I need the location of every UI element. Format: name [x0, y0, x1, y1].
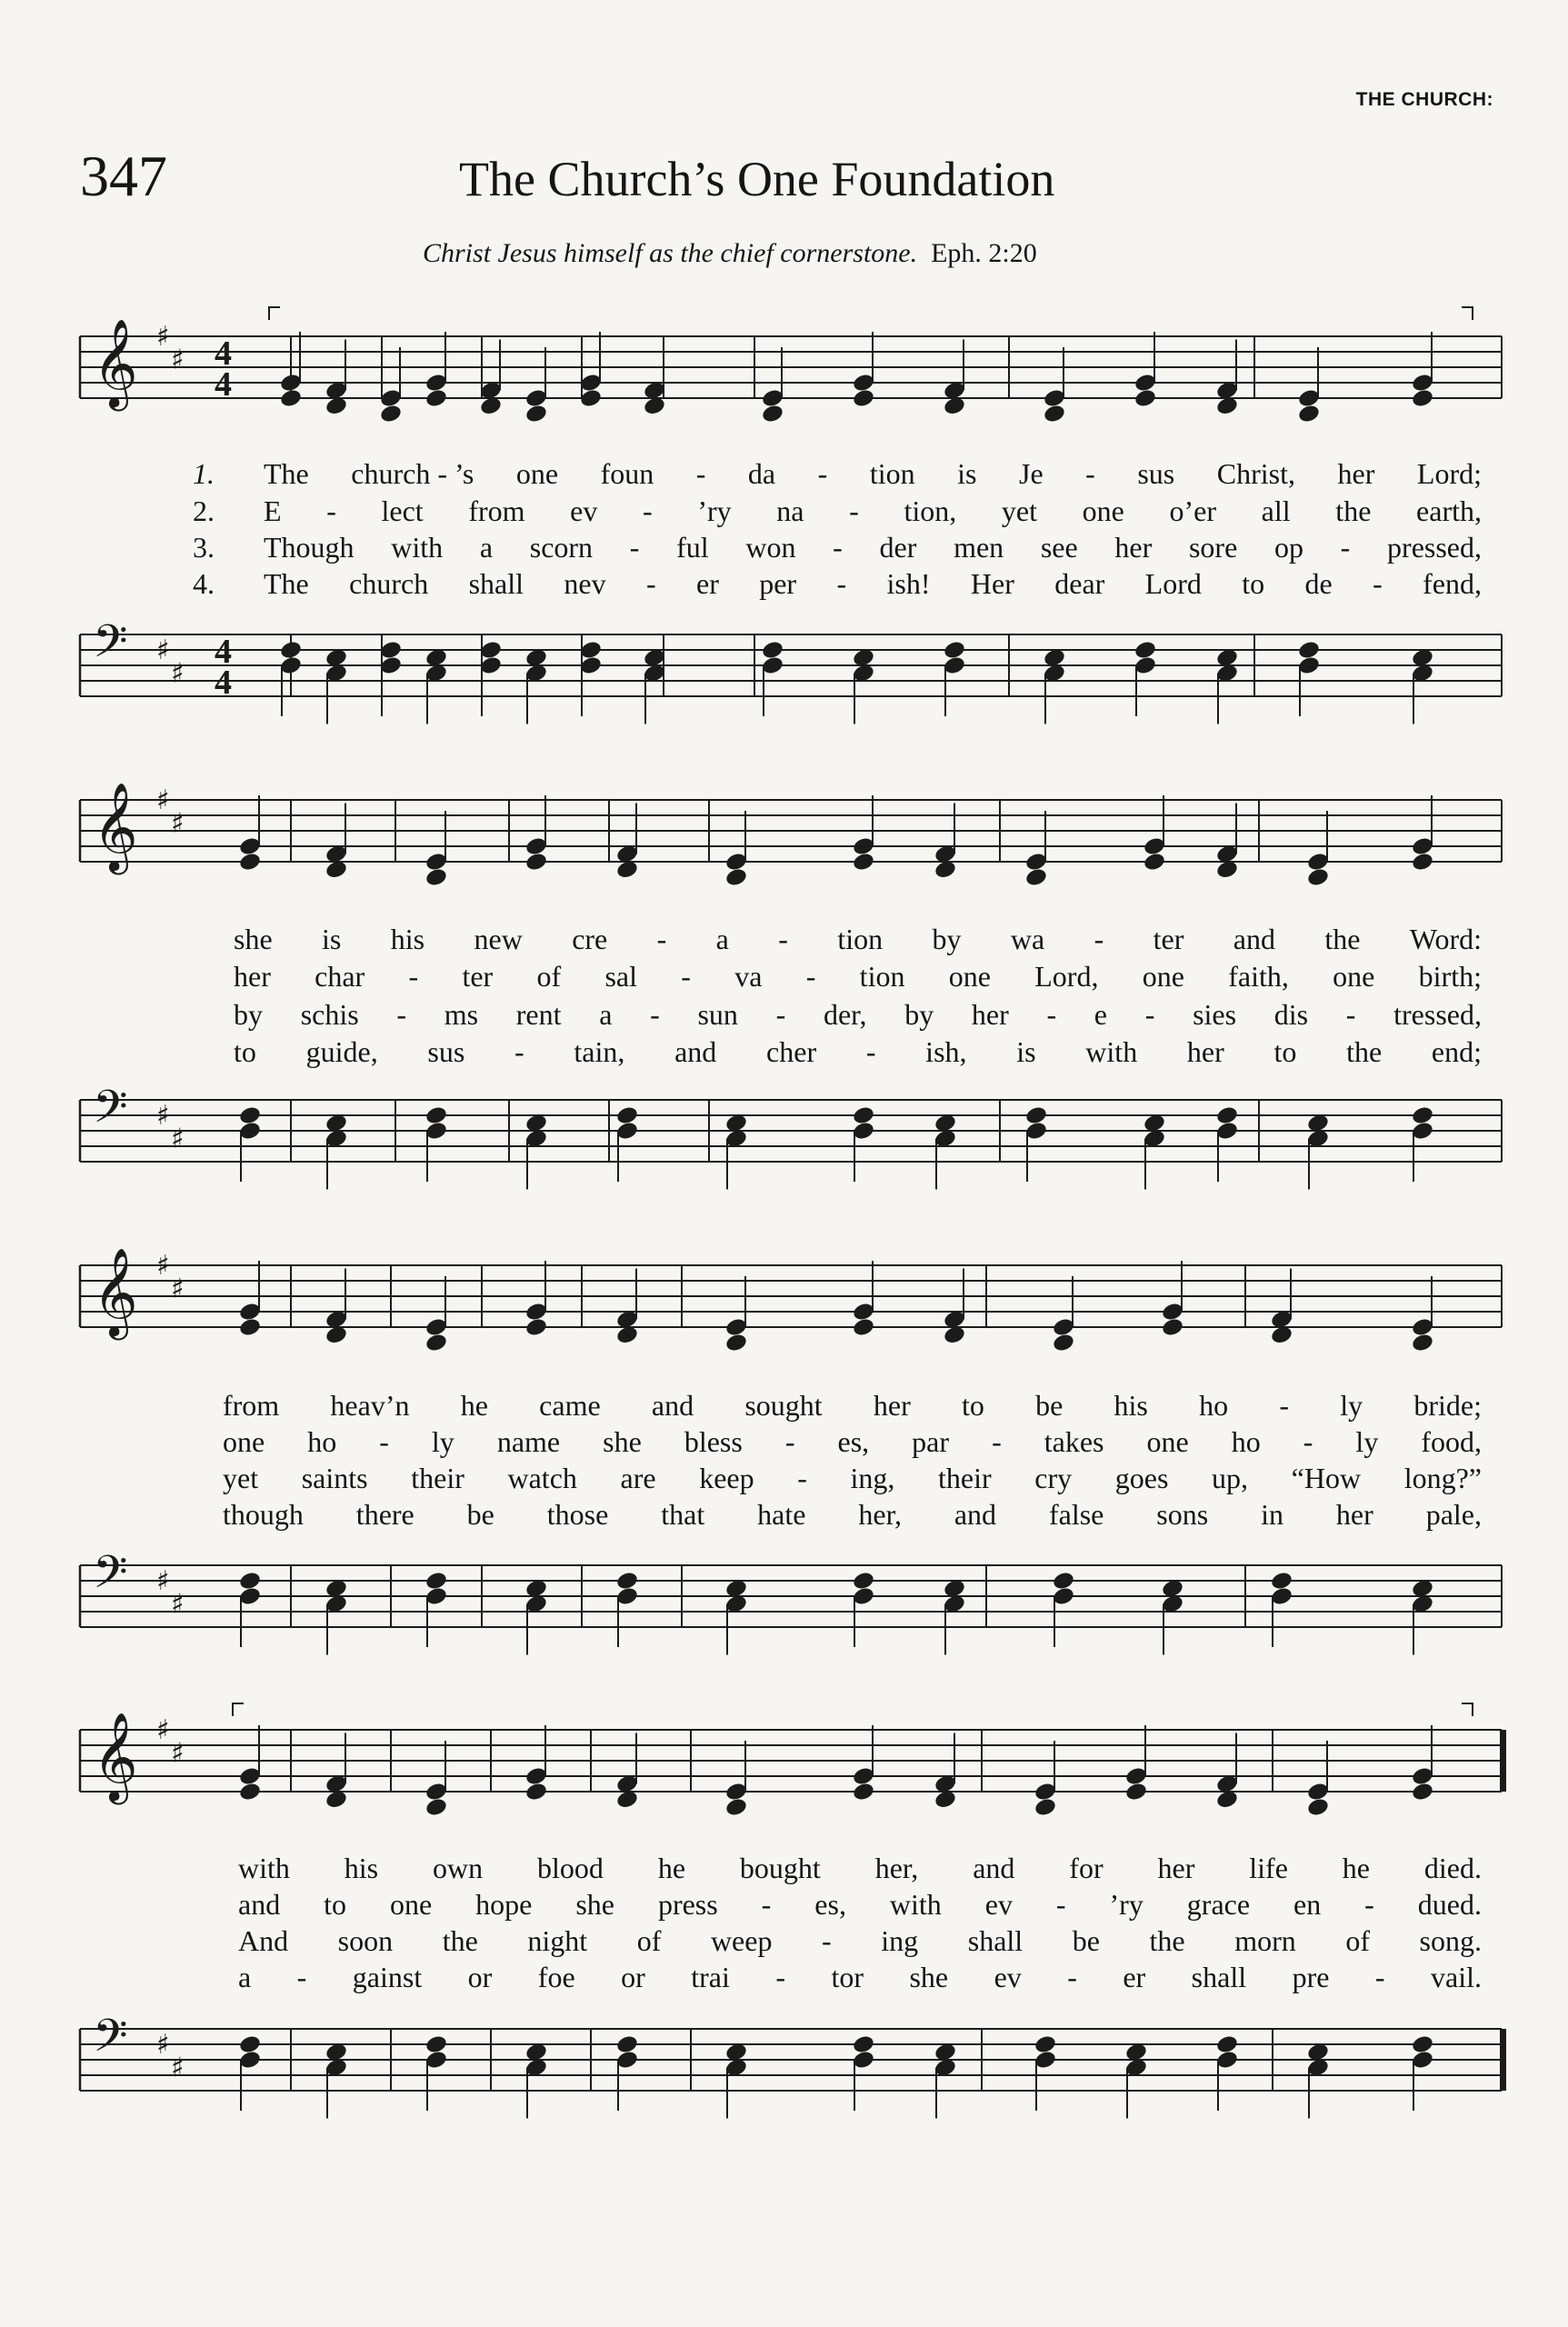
lyric-syllable: food,	[1421, 1425, 1482, 1458]
lyric-syllable: and	[651, 1389, 694, 1422]
lyric-syllable: per	[759, 567, 797, 600]
lyric-syllable: en	[1293, 1888, 1322, 1921]
lyric-syllable: ’ry	[697, 494, 732, 527]
lyric-syllable: pressed,	[1387, 531, 1482, 564]
lyric-syllable: she	[603, 1425, 642, 1458]
lyric-syllable: -	[629, 531, 640, 564]
lyric-syllable: one	[515, 457, 559, 490]
lyric-syllable: with	[391, 531, 444, 564]
lyric-syllable: there	[355, 1498, 414, 1531]
verse-number: 2.	[193, 494, 215, 527]
time-signature: 4	[215, 633, 232, 671]
lyric-syllable: sons	[1156, 1498, 1209, 1531]
lyric-syllable: -	[1373, 567, 1383, 600]
lyric-syllable: shall	[1191, 1961, 1247, 1993]
lyric-syllable: keep	[699, 1462, 754, 1494]
verse-number: 3.	[193, 531, 215, 564]
lyric-syllable: ms	[444, 998, 479, 1031]
lyric-syllable: e	[1094, 998, 1108, 1031]
lyric-syllable: her	[971, 998, 1009, 1031]
lyric-syllable: end;	[1431, 1035, 1482, 1068]
lyric-syllable: -	[1055, 1888, 1066, 1921]
treble-clef: 𝄞	[93, 1712, 138, 1801]
key-signature-sharp: ♯	[156, 1714, 170, 1746]
key-signature-sharp: ♯	[156, 1250, 170, 1282]
lyric-syllable: one	[1142, 960, 1184, 993]
lyric-syllable: of	[636, 1924, 662, 1957]
lyric-syllable: tressed,	[1393, 998, 1482, 1031]
hymn-title: The Church’s One Foundation	[459, 152, 1055, 206]
lyric-syllable: -	[1364, 1888, 1374, 1921]
lyric-syllable: Lord	[1144, 567, 1202, 600]
key-signature-sharp: ♯	[156, 784, 170, 816]
lyric-syllable: up,	[1212, 1462, 1249, 1494]
lyric-syllable: Word:	[1409, 923, 1482, 955]
lyric-syllable: is	[322, 923, 342, 955]
lyric-syllable: -	[1067, 1961, 1077, 1993]
lyric-syllable: cher	[766, 1035, 817, 1068]
lyric-syllable: yet	[223, 1462, 259, 1494]
lyric-syllable: -	[784, 1425, 795, 1458]
lyric-syllable: sought	[744, 1389, 823, 1422]
lyric-syllable: she	[234, 923, 273, 955]
lyric-syllable: and	[237, 1888, 281, 1921]
lyric-syllable: is	[957, 457, 977, 490]
lyric-syllable: saints	[301, 1462, 368, 1494]
lyric-syllable: nev	[564, 567, 606, 600]
lyric-syllable: to	[961, 1389, 984, 1422]
lyric-syllable: her	[873, 1389, 911, 1422]
lyric-syllable: and	[674, 1035, 717, 1068]
lyric-syllable: of	[1345, 1924, 1370, 1957]
lyric-syllable: though	[222, 1498, 304, 1531]
lyric-syllable: pale,	[1425, 1498, 1482, 1531]
lyric-syllable: ly	[1355, 1425, 1379, 1458]
lyric-syllable: The	[264, 457, 309, 490]
lyric-syllable: a	[599, 998, 613, 1031]
lyric-syllable: -	[797, 1462, 807, 1494]
time-signature: 4	[215, 664, 232, 702]
lyric-syllable: name	[496, 1425, 561, 1458]
lyric-syllable: he	[1342, 1852, 1371, 1884]
lyric-syllable: the	[1335, 494, 1372, 527]
lyric-syllable: life	[1249, 1852, 1288, 1884]
lyric-syllable: tion,	[904, 494, 957, 527]
lyric-syllable: op	[1273, 531, 1303, 564]
lyric-syllable: bought	[739, 1852, 821, 1884]
key-signature-sharp: ♯	[171, 344, 185, 376]
lyric-syllable: sus	[427, 1035, 465, 1068]
time-signature: 4	[215, 365, 232, 404]
lyric-syllable: earth,	[1416, 494, 1482, 527]
lyric-syllable: sus	[1137, 457, 1175, 490]
lyric-syllable: es,	[814, 1888, 846, 1921]
lyric-syllable: -	[1085, 457, 1095, 490]
lyric-syllable: cry	[1034, 1462, 1073, 1494]
lyric-syllable: from	[222, 1389, 280, 1422]
lyric-syllable: hate	[757, 1498, 806, 1531]
lyric-syllable: es,	[837, 1425, 870, 1458]
key-signature-sharp: ♯	[156, 321, 170, 353]
lyric-syllable: -	[643, 494, 653, 527]
lyric-syllable: Lord;	[1416, 457, 1482, 490]
lyric-syllable: one	[390, 1888, 433, 1921]
lyric-syllable: -	[805, 960, 816, 993]
lyric-syllable: ev	[984, 1888, 1013, 1921]
lyric-syllable: ing,	[850, 1462, 895, 1494]
key-signature-sharp: ♯	[171, 1123, 185, 1155]
time-signature: 4	[215, 335, 232, 373]
lyric-syllable: hope	[475, 1888, 533, 1921]
treble-clef: 𝄞	[93, 1247, 138, 1336]
key-signature-sharp: ♯	[171, 657, 185, 690]
lyric-syllable: -	[408, 960, 419, 993]
lyric-syllable: blood	[537, 1852, 604, 1884]
lyric-syllable: died.	[1423, 1852, 1482, 1884]
lyric-syllable: the	[442, 1924, 478, 1957]
lyric-syllable: bride;	[1413, 1389, 1482, 1422]
lyric-syllable: that	[661, 1498, 705, 1531]
lyric-syllable: The	[264, 567, 309, 600]
lyric-syllable: her	[1186, 1035, 1224, 1068]
lyric-syllable: -	[849, 494, 859, 527]
lyric-syllable: his	[390, 923, 425, 955]
lyric-syllable: a	[715, 923, 729, 955]
lyric-syllable: with	[889, 1888, 942, 1921]
lyric-syllable: sun	[697, 998, 738, 1031]
lyric-syllable: her,	[858, 1498, 902, 1531]
lyric-syllable: ish,	[925, 1035, 967, 1068]
lyric-syllable: in	[1261, 1498, 1284, 1531]
lyric-syllable: those	[546, 1498, 609, 1531]
key-signature-sharp: ♯	[171, 2052, 185, 2084]
lyric-syllable: to	[1242, 567, 1265, 600]
lyric-syllable: Though	[263, 531, 355, 564]
lyric-syllable: -	[775, 1961, 785, 1993]
lyric-syllable: faith,	[1228, 960, 1289, 993]
lyric-syllable: -	[778, 923, 788, 955]
lyric-syllable: cre	[572, 923, 608, 955]
lyric-syllable: one	[1333, 960, 1375, 993]
lyric-syllable: -	[1144, 998, 1155, 1031]
lyric-syllable: his	[1114, 1389, 1148, 1422]
lyric-syllable: -	[1345, 998, 1356, 1031]
lyric-syllable: ho	[1199, 1389, 1229, 1422]
lyric-syllable: ly	[1340, 1389, 1363, 1422]
lyric-syllable: E	[263, 494, 282, 527]
lyric-syllable: weep	[710, 1924, 773, 1957]
lyric-syllable: by	[904, 998, 934, 1031]
lyric-syllable: came	[539, 1389, 601, 1422]
lyric-syllable: -	[1094, 923, 1104, 955]
lyric-syllable: wa	[1010, 923, 1045, 955]
lyric-syllable: are	[620, 1462, 656, 1494]
lyric-syllable: takes	[1044, 1425, 1104, 1458]
lyric-syllable: sore	[1188, 531, 1238, 564]
lyric-syllable: night	[527, 1924, 588, 1957]
key-signature-sharp: ♯	[156, 1565, 170, 1597]
lyric-syllable: ho	[307, 1425, 337, 1458]
lyric-syllable: and	[1233, 923, 1275, 955]
lyric-syllable: -	[833, 531, 843, 564]
lyric-syllable: vail.	[1431, 1961, 1482, 1993]
lyric-syllable: their	[411, 1462, 464, 1494]
lyric-syllable: won	[745, 531, 796, 564]
lyric-syllable: or	[621, 1961, 645, 1993]
lyric-syllable: to	[324, 1888, 347, 1921]
lyric-syllable: he	[657, 1852, 686, 1884]
lyric-syllable: gainst	[352, 1961, 423, 1993]
lyric-syllable: rent	[515, 998, 562, 1031]
lyric-syllable: o’er	[1169, 494, 1217, 527]
lyric-syllable: his	[344, 1852, 379, 1884]
lyric-syllable: to	[1273, 1035, 1297, 1068]
lyric-syllable: -	[865, 1035, 876, 1068]
hymn-number: 347	[80, 144, 167, 208]
key-signature-sharp: ♯	[171, 807, 185, 840]
lyric-syllable: goes	[1114, 1462, 1169, 1494]
lyric-syllable: tion	[837, 923, 884, 955]
lyric-syllable: er	[695, 567, 719, 600]
lyric-syllable: foe	[537, 1961, 575, 1993]
lyric-syllable: their	[938, 1462, 992, 1494]
lyric-syllable: tain,	[574, 1035, 625, 1068]
lyric-syllable: -	[817, 457, 828, 490]
key-signature-sharp: ♯	[171, 1737, 185, 1770]
lyric-syllable: Her	[970, 567, 1014, 600]
lyric-syllable: with	[1085, 1035, 1138, 1068]
lyric-syllable: -	[836, 567, 847, 600]
lyric-syllable: -	[761, 1888, 772, 1921]
lyric-syllable: her,	[874, 1852, 919, 1884]
lyric-syllable: shall	[468, 567, 524, 600]
lyric-syllable: schis	[300, 998, 359, 1031]
lyric-syllable: be	[1072, 1924, 1100, 1957]
lyric-syllable: -	[645, 567, 656, 600]
bass-clef: 𝄢	[93, 615, 128, 679]
lyric-syllable: par	[912, 1425, 950, 1458]
lyric-syllable: with	[237, 1852, 290, 1884]
lyric-syllable: the	[1149, 1924, 1185, 1957]
lyric-syllable: her	[1335, 1498, 1373, 1531]
scripture-quote: Christ Jesus himself as the chief cornerstone.	[423, 238, 918, 268]
lyric-syllable: watch	[507, 1462, 577, 1494]
lyric-syllable: ing	[881, 1924, 919, 1957]
lyric-syllable: own	[433, 1852, 484, 1884]
lyric-syllable: her	[1337, 457, 1375, 490]
lyric-syllable: song.	[1419, 1924, 1482, 1957]
lyric-syllable: ter	[462, 960, 494, 993]
lyric-syllable: church	[349, 567, 429, 600]
lyric-syllable: der,	[823, 998, 867, 1031]
lyric-syllable: -	[695, 457, 706, 490]
lyric-syllable: ter	[1153, 923, 1184, 955]
lyric-syllable: shall	[967, 1924, 1024, 1957]
lyric-syllable: ful	[676, 531, 709, 564]
lyric-syllable: -	[1340, 531, 1351, 564]
lyric-syllable: be	[466, 1498, 494, 1531]
lyric-syllable: men	[954, 531, 1004, 564]
section-header: THE CHURCH:	[1355, 89, 1493, 110]
lyric-syllable: sal	[604, 960, 637, 993]
lyric-syllable: fend,	[1423, 567, 1482, 600]
lyric-syllable: -	[514, 1035, 524, 1068]
lyric-syllable: Lord,	[1034, 960, 1099, 993]
lyric-syllable: tion	[869, 457, 915, 490]
lyric-syllable: to	[233, 1035, 256, 1068]
lyric-syllable: heav’n	[330, 1389, 410, 1422]
lyric-syllable: new	[474, 923, 523, 955]
lyric-syllable: by	[234, 998, 263, 1031]
lyric-syllable: press	[657, 1888, 718, 1921]
lyric-syllable: -	[1046, 998, 1057, 1031]
lyric-syllable: -	[1279, 1389, 1289, 1422]
lyric-syllable: she	[909, 1961, 949, 1993]
lyric-syllable: -	[396, 998, 407, 1031]
verse-number: 1.	[193, 457, 215, 490]
lyric-syllable: -	[379, 1425, 389, 1458]
lyric-syllable: ’ry	[1109, 1888, 1144, 1921]
lyric-syllable: from	[468, 494, 525, 527]
lyric-syllable: ev	[994, 1961, 1022, 1993]
lyric-syllable: the	[1346, 1035, 1383, 1068]
lyric-syllable: pre	[1292, 1961, 1330, 1993]
lyric-syllable: ish!	[886, 567, 931, 600]
lyric-syllable: be	[1035, 1389, 1064, 1422]
lyric-syllable: her	[233, 960, 271, 993]
lyric-syllable: de	[1304, 567, 1333, 600]
lyric-syllable: char	[315, 960, 365, 993]
lyric-syllable: Christ,	[1216, 457, 1295, 490]
lyric-syllable: -	[775, 998, 786, 1031]
lyric-syllable: a	[479, 531, 494, 564]
treble-clef: 𝄞	[93, 782, 138, 871]
lyric-syllable: she	[575, 1888, 614, 1921]
bass-clef: 𝄢	[93, 1081, 128, 1144]
lyric-syllable: er	[1123, 1961, 1146, 1993]
lyric-syllable: her	[1157, 1852, 1195, 1884]
lyric-syllable: long?”	[1403, 1462, 1482, 1494]
lyric-syllable: -	[822, 1924, 832, 1957]
lyric-syllable: and	[973, 1852, 1015, 1884]
scripture-citation: Eph. 2:20	[931, 238, 1037, 268]
lyric-syllable: -	[296, 1961, 307, 1993]
lyric-syllable: guide,	[305, 1035, 378, 1068]
lyric-syllable: -	[992, 1425, 1002, 1458]
bass-clef: 𝄢	[93, 2010, 128, 2073]
lyric-syllable: na	[776, 494, 804, 527]
lyric-syllable: -	[650, 998, 660, 1031]
lyric-syllable: is	[1016, 1035, 1036, 1068]
lyric-syllable: -	[681, 960, 691, 993]
lyric-syllable: And	[237, 1924, 289, 1957]
lyric-syllable: va	[734, 960, 763, 993]
lyric-syllable: by	[932, 923, 962, 955]
lyric-syllable: sies	[1193, 998, 1237, 1031]
lyric-syllable: da	[747, 457, 776, 490]
lyric-syllable: church - ’s	[351, 457, 474, 490]
lyric-syllable: birth;	[1418, 960, 1482, 993]
lyric-syllable: tion	[859, 960, 905, 993]
lyric-syllable: see	[1040, 531, 1078, 564]
key-signature-sharp: ♯	[171, 1588, 185, 1621]
lyric-syllable: all	[1261, 494, 1291, 527]
lyric-syllable: the	[1324, 923, 1361, 955]
key-signature-sharp: ♯	[171, 1273, 185, 1305]
lyric-syllable: or	[467, 1961, 493, 1993]
lyric-syllable: and	[954, 1498, 997, 1531]
lyric-syllable: bless	[684, 1425, 743, 1458]
lyric-syllable: -	[656, 923, 667, 955]
lyric-syllable: dued.	[1417, 1888, 1482, 1921]
lyric-syllable: soon	[337, 1924, 394, 1957]
lyric-syllable: tor	[831, 1961, 864, 1993]
lyric-syllable: Je	[1018, 457, 1044, 490]
lyric-syllable: scorn	[529, 531, 594, 564]
lyric-syllable: one	[222, 1425, 265, 1458]
lyric-syllable: -	[1303, 1425, 1313, 1458]
verse-number: 4.	[193, 567, 215, 600]
lyric-syllable: trai	[691, 1961, 730, 1993]
lyric-syllable: foun	[600, 457, 654, 490]
lyric-syllable: “How	[1291, 1462, 1362, 1494]
bass-clef: 𝄢	[93, 1546, 128, 1610]
lyric-syllable: dis	[1273, 998, 1309, 1031]
lyric-syllable: her	[1114, 531, 1153, 564]
lyric-syllable: one	[948, 960, 991, 993]
lyric-syllable: yet	[1001, 494, 1037, 527]
lyric-syllable: for	[1069, 1852, 1104, 1884]
lyric-syllable: ev	[570, 494, 598, 527]
treble-clef: 𝄞	[93, 318, 138, 407]
lyric-syllable: he	[460, 1389, 488, 1422]
lyric-syllable: morn	[1234, 1924, 1296, 1957]
lyric-syllable: ly	[431, 1425, 454, 1458]
lyric-syllable: der	[879, 531, 917, 564]
lyric-syllable: a	[237, 1961, 252, 1993]
key-signature-sharp: ♯	[156, 634, 170, 666]
lyric-syllable: -	[326, 494, 336, 527]
lyric-syllable: one	[1146, 1425, 1189, 1458]
lyric-syllable: one	[1082, 494, 1124, 527]
key-signature-sharp: ♯	[156, 1100, 170, 1132]
lyric-syllable: false	[1048, 1498, 1104, 1531]
lyric-syllable: of	[536, 960, 562, 993]
lyric-syllable: dear	[1054, 567, 1105, 600]
lyric-syllable: ho	[1231, 1425, 1261, 1458]
key-signature-sharp: ♯	[156, 2029, 170, 2061]
lyric-syllable: lect	[381, 494, 424, 527]
lyric-syllable: -	[1374, 1961, 1385, 1993]
lyric-syllable: grace	[1186, 1888, 1251, 1921]
